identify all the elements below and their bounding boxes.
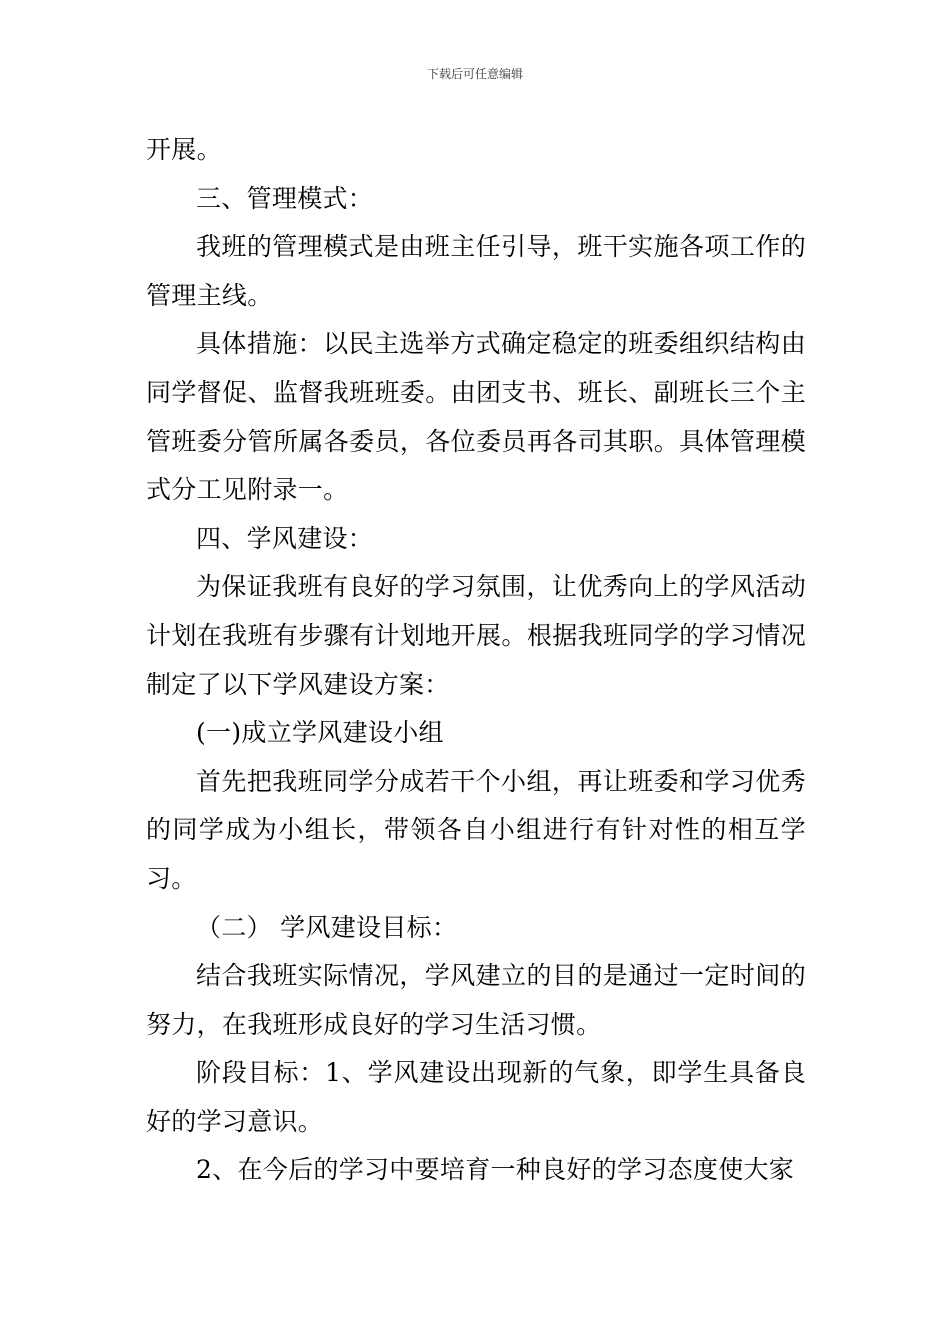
paragraph-12: 2、在今后的学习中要培育一种良好的学习态度使大家 [196,1155,795,1185]
paragraph-6: 为保证我班有良好的学习氛围，让优秀向上的学风活动计划在我班有步骤有计划地开展。根据我班同学的学习情况制定了以下学风建设方案： [146,572,806,699]
section-heading-management: 三、管理模式： [196,183,374,213]
document-body [146,126,806,1195]
paragraph-1: 开展。 [146,135,222,164]
paragraph-11: 阶段目标：1、学风建设出现新的气象，即学生具备良好的学习意识。 [146,1058,806,1136]
subheading-goals: （二） 学风建设目标： [196,912,458,942]
page-header: 下载后可任意编辑 [426,67,523,81]
section-heading-study-style: 四、学风建设： [196,523,374,553]
paragraph-8: 首先把我班同学分成若干个小组，再让班委和学习优秀的同学成为小组长，带领各自小组进行有针对性的相互学习。 [146,766,806,893]
paragraph-3: 我班的管理模式是由班主任引导，班干实施各项工作的管理主线。 [146,232,806,310]
paragraph-10: 结合我班实际情况，学风建立的目的是通过一定时间的努力，在我班形成良好的学习生活习惯。 [146,961,806,1039]
paragraph-4: 具体措施：以民主选举方式确定稳定的班委组织结构由同学督促、监督我班班委。由团支书、班长、副班长三个主管班委分管所属各委员，各位委员再各司其职。具体管理模式分工见附录一。 [146,329,806,505]
subheading-group: (一)成立学风建设小组 [196,718,444,748]
